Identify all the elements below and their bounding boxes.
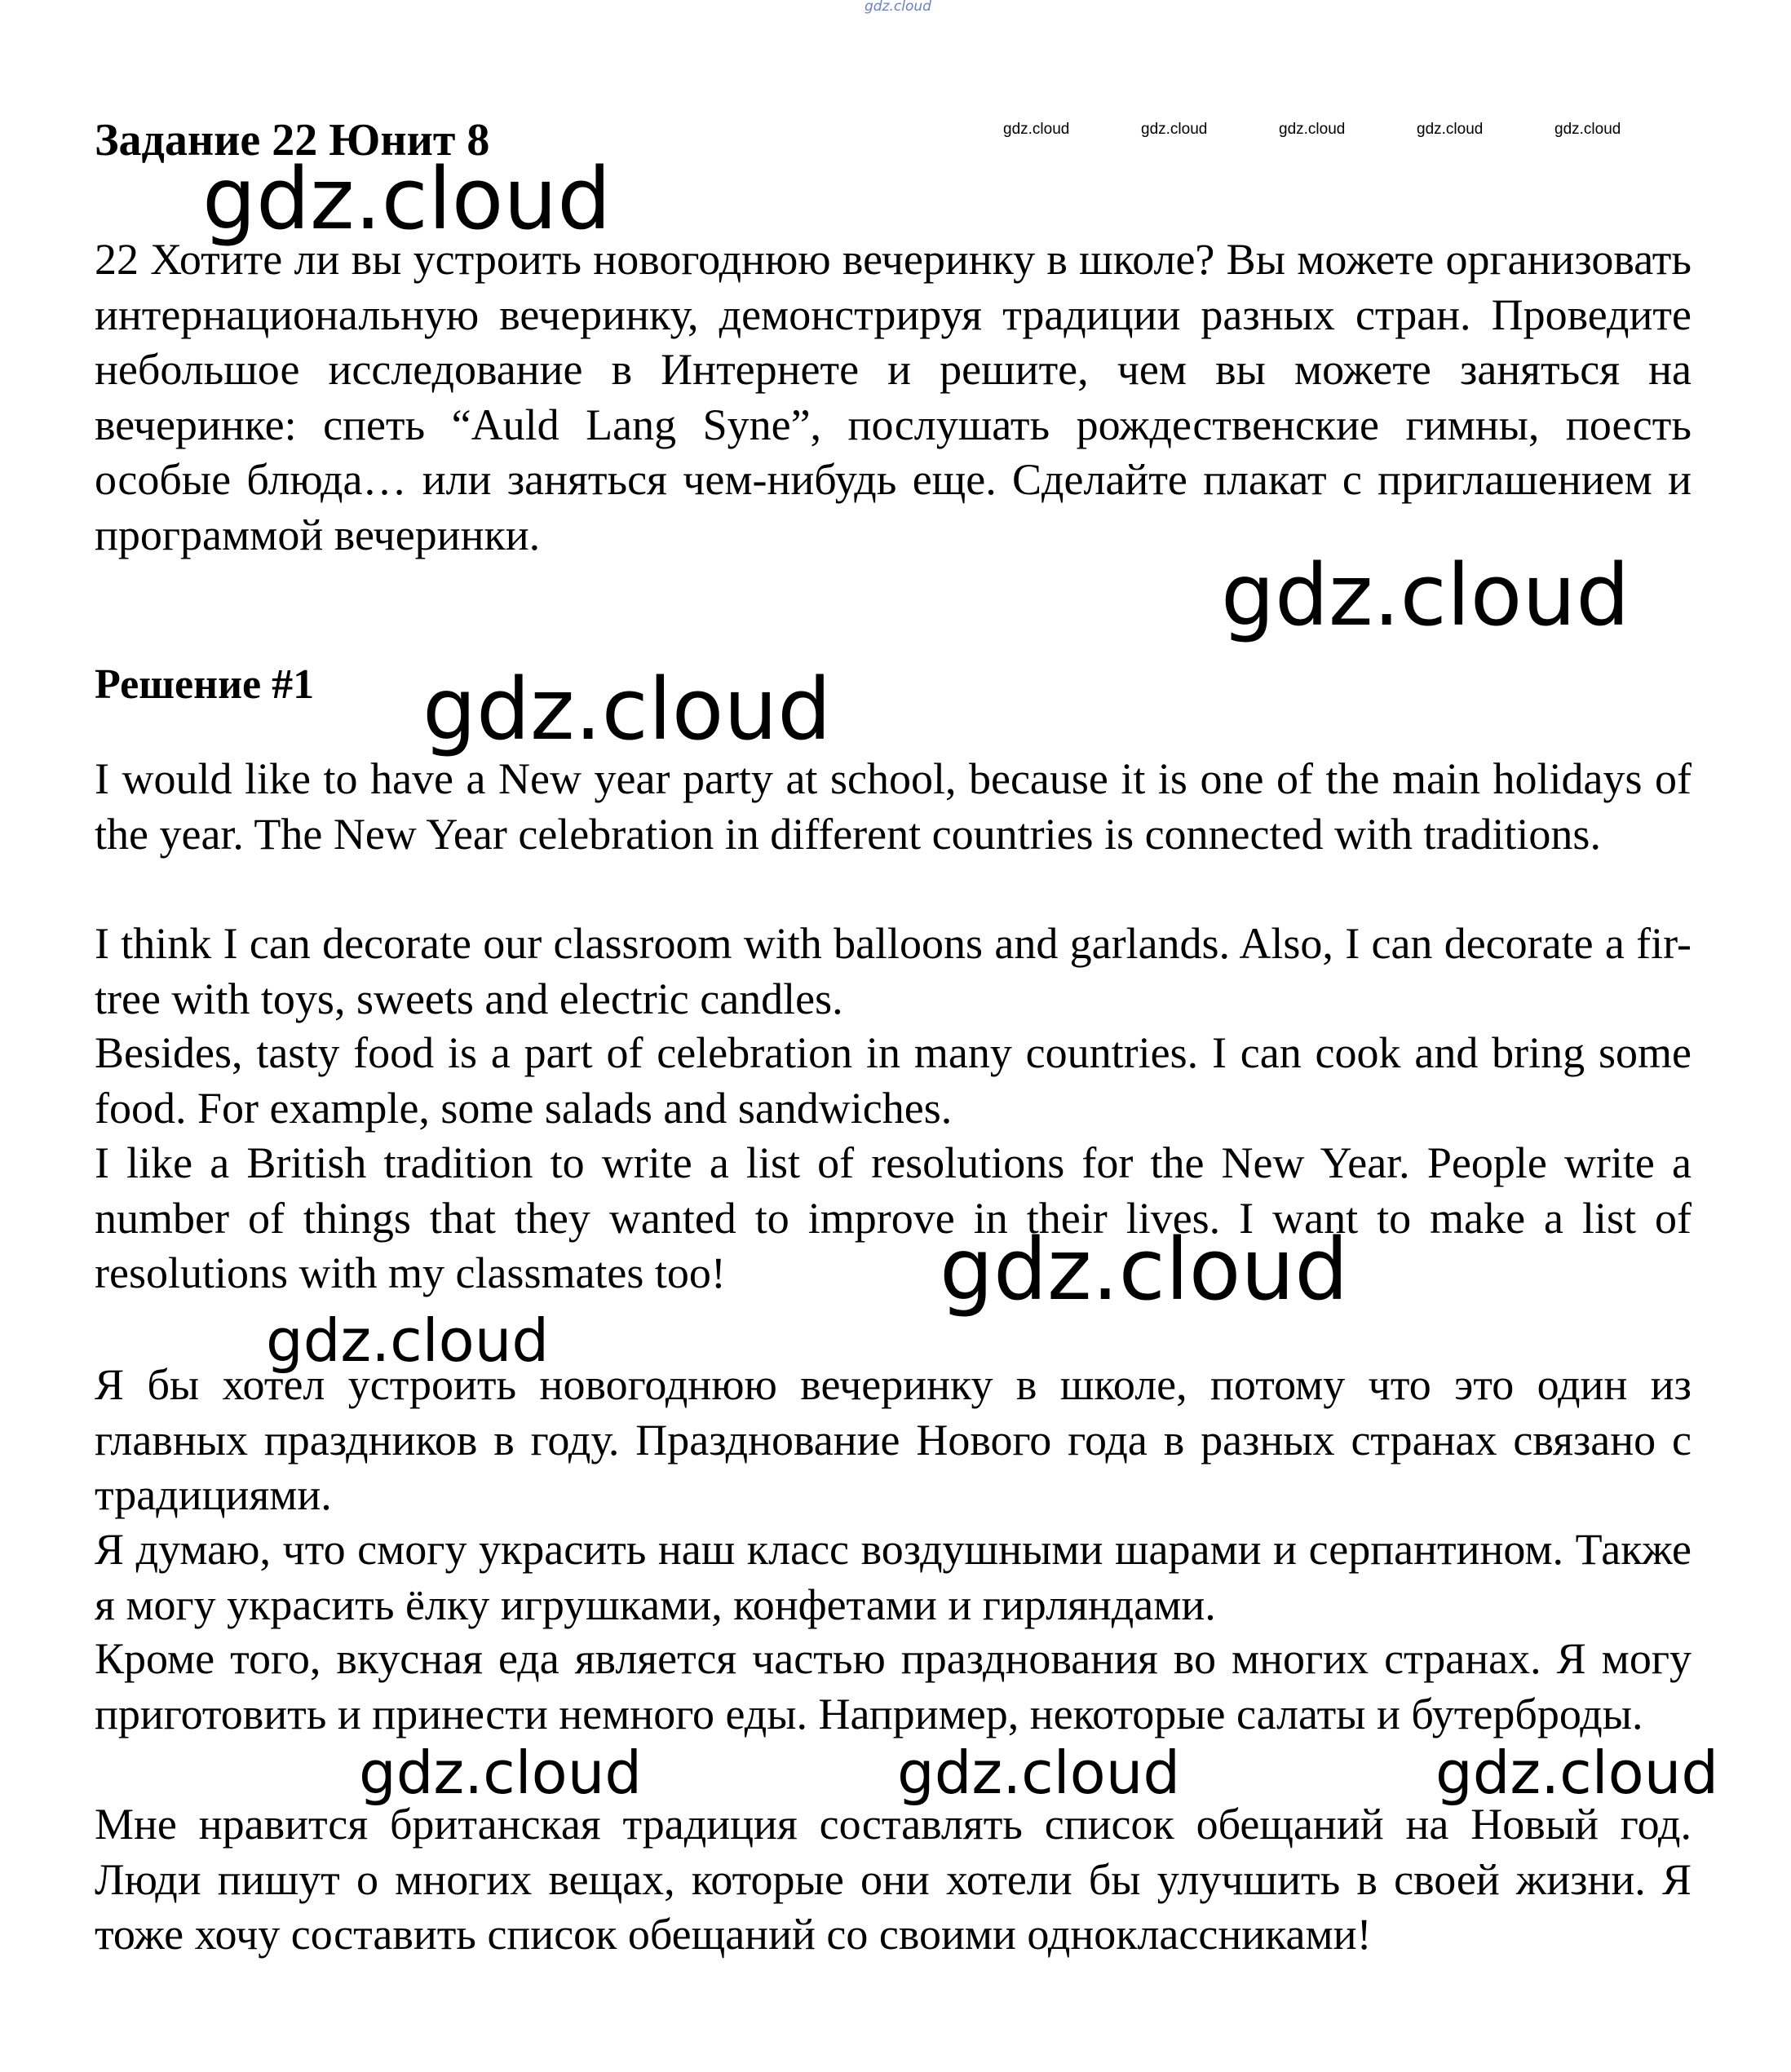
russian-paragraph-2: Я думаю, что смогу украсить наш класс воздушными шарами и серпантином. Также я могу украсить ёлку игрушками, конфетами и гирляндами. — [95, 1525, 1692, 1629]
watermark: gdz.cloud — [1221, 546, 1630, 645]
watermark: gdz.cloud — [1435, 1738, 1719, 1807]
english-paragraph-3: Besides, tasty food is a part of celebration in many countries. I can cook and bring some food. For example, some salads and sandwiches. — [95, 1028, 1692, 1133]
small-watermark: gdz.cloud — [1554, 121, 1621, 138]
small-watermark: gdz.cloud — [1141, 121, 1208, 138]
watermark: gdz.cloud — [940, 1220, 1349, 1319]
solution-heading: Решение #1 — [95, 661, 315, 708]
watermark: gdz.cloud — [202, 149, 612, 249]
watermark: gdz.cloud — [897, 1738, 1181, 1807]
task-text: 22 Хотите ли вы устроить новогоднюю вечеринку в школе? Вы можете организовать интернациональную вечеринку, демонстрируя традиции разных стран. Проведите небольшое исследование в Интернете и решите, чем вы можете заняться на вечеринке: спеть “Auld Lang Syne”, послушать рождественские гимны, поесть особые блюда… или заняться чем-нибудь еще. Сделайте плакат с приглашением и программой вечеринки. — [95, 235, 1692, 559]
page-title: Задание 22 Юнит 8 — [95, 115, 490, 166]
small-watermark: gdz.cloud — [1417, 121, 1484, 138]
watermark: gdz.cloud — [266, 1306, 550, 1375]
small-watermark: gdz.cloud — [1279, 121, 1346, 138]
english-paragraph-1: I would like to have a New year party at school, because it is one of the main holidays of the year. The New Year celebration in different countries is connected with traditions. — [95, 754, 1692, 859]
watermark: gdz.cloud — [422, 660, 832, 759]
small-watermark: gdz.cloud — [1003, 121, 1070, 138]
watermark: gdz.cloud — [359, 1738, 643, 1807]
top-watermark: gdz.cloud — [865, 0, 931, 15]
russian-paragraph-4: Мне нравится британская традиция составлять список обещаний на Новый год. Люди пишут о многих вещах, которые они хотели бы улучшить в своей жизни. Я тоже хочу составить список обещаний со своими одноклассниками! — [95, 1800, 1692, 1959]
small-watermarks-row — [1003, 121, 1753, 139]
english-paragraph-2: I think I can decorate our classroom with balloons and garlands. Also, I can decorate a fir-tree with toys, sweets and electric candles. — [95, 919, 1692, 1023]
english-paragraph-4: I like a British tradition to write a list of resolutions for the New Year. People write a number of things that they wanted to improve in their lives. I want to make a list of resolutions with my classmates too! — [95, 1138, 1692, 1297]
russian-paragraph-3: Кроме того, вкусная еда является частью празднования во многих странах. Я могу приготовить и принести немного еды. Например, некоторые салаты и бутерброды. — [95, 1634, 1692, 1738]
russian-paragraph-1: Я бы хотел устроить новогоднюю вечеринку в школе, потому что это один из главных праздников в году. Празднование Нового года в разных странах связано с традициями. — [95, 1360, 1692, 1519]
